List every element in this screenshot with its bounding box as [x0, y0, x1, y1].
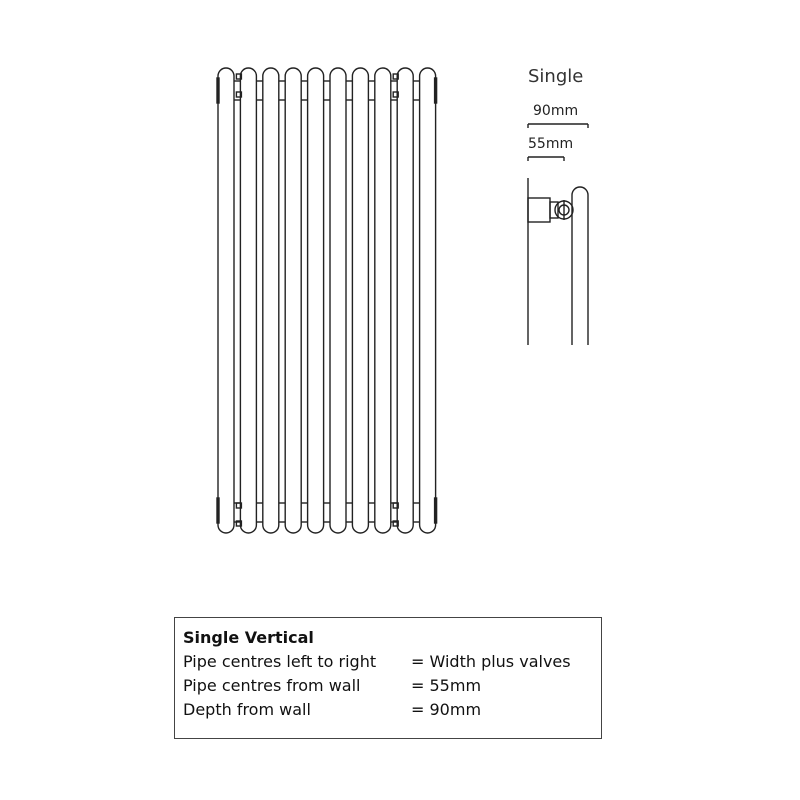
centres-label: 55mm	[528, 136, 574, 152]
spec-table	[174, 617, 602, 739]
radiator-tube	[420, 68, 436, 533]
spec-label: Pipe centres from wall	[183, 676, 361, 695]
spec-row	[183, 698, 601, 722]
radiator-tube	[330, 68, 346, 533]
depth-label: 90mm	[533, 103, 579, 119]
spec-label: Depth from wall	[183, 700, 311, 719]
radiator-tube	[375, 68, 391, 533]
spec-value: = 90mm	[411, 700, 482, 719]
spec-title: Single Vertical	[183, 628, 314, 647]
spec-label: Pipe centres left to right	[183, 652, 377, 671]
spec-value: = 55mm	[411, 676, 482, 695]
end-cap	[435, 498, 437, 523]
spec-row	[183, 650, 601, 674]
radiator-tube	[263, 68, 279, 533]
radiator-tube	[285, 68, 301, 533]
spec-value: = Width plus valves	[411, 652, 571, 671]
side-view-title: Single	[528, 66, 584, 87]
radiator-tube	[218, 68, 234, 533]
end-cap	[217, 78, 219, 103]
end-cap	[435, 78, 437, 103]
radiator-tube	[308, 68, 324, 533]
side-view	[528, 124, 588, 345]
spec-row	[183, 674, 601, 698]
radiator-tube	[352, 68, 368, 533]
side-tube	[572, 187, 588, 345]
radiator-tube	[397, 68, 413, 533]
end-cap	[217, 498, 219, 523]
front-view	[217, 68, 437, 533]
radiator-tube	[240, 68, 256, 533]
wall-bracket	[528, 198, 550, 222]
